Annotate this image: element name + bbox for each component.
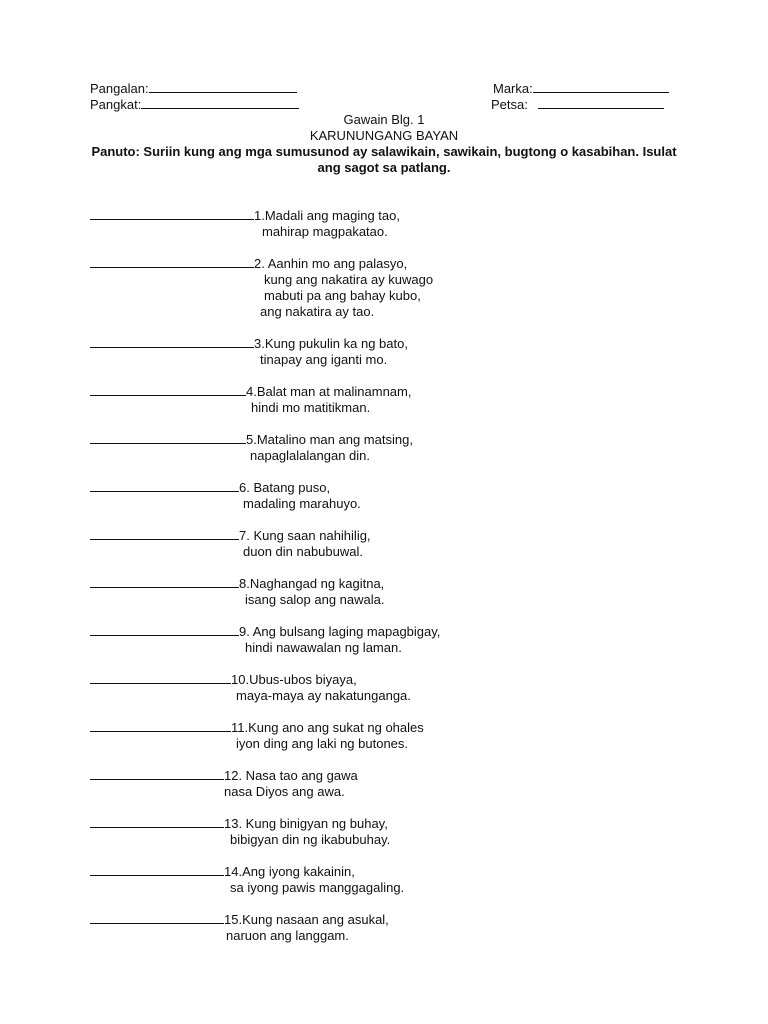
- proverb-first-line: [90, 815, 390, 832]
- proverb-text: 1.Madali ang maging tao,: [254, 208, 400, 223]
- score-field: [493, 80, 669, 97]
- proverb-first-line: [90, 671, 411, 688]
- proverb-first-line: [90, 479, 361, 496]
- answer-blank[interactable]: [90, 623, 239, 636]
- proverb-first-line: [90, 383, 411, 400]
- instructions-line-2: ang sagot sa patlang.: [317, 160, 451, 175]
- proverb-first-line: [90, 863, 404, 880]
- proverb-continuation: duon din nabubuwal.: [243, 544, 363, 559]
- answer-blank[interactable]: [90, 815, 224, 828]
- proverb-item: [90, 719, 424, 752]
- score-blank[interactable]: [533, 80, 669, 93]
- proverb-continuation: sa iyong pawis manggagaling.: [230, 880, 405, 895]
- proverb-text: 9. Ang bulsang laging mapagbigay,: [239, 624, 441, 639]
- proverb-text: 14.Ang iyong kakainin,: [224, 864, 355, 879]
- proverb-continuation: iyon ding ang laki ng butones.: [236, 736, 409, 751]
- answer-blank[interactable]: [90, 671, 231, 684]
- proverb-continuation: napaglalalangan din.: [250, 448, 370, 463]
- proverb-continuation: hindi nawawalan ng laman.: [245, 640, 402, 655]
- proverb-item: [90, 255, 433, 320]
- proverb-item: [90, 207, 400, 240]
- answer-blank[interactable]: [90, 383, 246, 396]
- date-field: [491, 96, 664, 113]
- answer-blank[interactable]: [90, 527, 239, 540]
- name-label: Pangalan:: [90, 81, 149, 96]
- topic-title: KARUNUNGANG BAYAN: [309, 128, 459, 143]
- answer-blank[interactable]: [90, 335, 254, 348]
- activity-number: Gawain Blg. 1: [343, 112, 425, 127]
- proverb-item: [90, 431, 413, 464]
- proverb-first-line: [90, 335, 408, 352]
- proverb-continuation: hindi mo matitikman.: [251, 400, 371, 415]
- proverb-continuation: maya-maya ay nakatunganga.: [236, 688, 411, 703]
- proverb-text: 6. Batang puso,: [239, 480, 331, 495]
- proverb-continuation: kung ang nakatira ay kuwago: [264, 272, 434, 287]
- proverb-first-line: [90, 623, 440, 640]
- proverb-continuation: naruon ang langgam.: [226, 928, 349, 943]
- proverb-continuation: mabuti pa ang bahay kubo,: [264, 288, 421, 303]
- proverb-text: 13. Kung binigyan ng buhay,: [224, 816, 388, 831]
- proverb-continuation: mahirap magpakatao.: [262, 224, 388, 239]
- proverb-first-line: [90, 719, 424, 736]
- proverb-text: 11.Kung ano ang sukat ng ohales: [231, 720, 424, 735]
- proverb-first-line: [90, 255, 433, 272]
- proverb-text: 10.Ubus-ubos biyaya,: [231, 672, 357, 687]
- name-blank[interactable]: [149, 80, 297, 93]
- proverb-first-line: [90, 207, 400, 224]
- score-label: Marka:: [493, 81, 533, 96]
- proverb-text: 7. Kung saan nahihilig,: [239, 528, 371, 543]
- answer-blank[interactable]: [90, 255, 254, 268]
- group-label: Pangkat:: [90, 97, 142, 112]
- proverb-item: [90, 911, 389, 944]
- group-field: [90, 96, 299, 113]
- proverb-item: [90, 671, 411, 704]
- group-blank[interactable]: [141, 96, 299, 109]
- answer-blank[interactable]: [90, 719, 231, 732]
- answer-blank[interactable]: [90, 863, 224, 876]
- proverb-continuation: isang salop ang nawala.: [245, 592, 385, 607]
- proverb-text: 4.Balat man at malinamnam,: [246, 384, 412, 399]
- answer-blank[interactable]: [90, 479, 239, 492]
- proverb-item: [90, 815, 390, 848]
- answer-blank[interactable]: [90, 575, 239, 588]
- proverb-continuation: bibigyan din ng ikabubuhay.: [230, 832, 391, 847]
- proverb-item: [90, 863, 404, 896]
- proverb-first-line: [90, 575, 385, 592]
- proverb-item: [90, 479, 361, 512]
- proverb-text: 2. Aanhin mo ang palasyo,: [254, 256, 408, 271]
- name-field: [90, 80, 297, 97]
- proverb-text: 15.Kung nasaan ang asukal,: [224, 912, 389, 927]
- proverb-text: 3.Kung pukulin ka ng bato,: [254, 336, 408, 351]
- proverb-item: [90, 623, 440, 656]
- proverb-first-line: [90, 527, 371, 544]
- proverb-item: [90, 767, 358, 800]
- proverb-text: 5.Matalino man ang matsing,: [246, 432, 413, 447]
- proverb-continuation: nasa Diyos ang awa.: [224, 784, 345, 799]
- proverb-item: [90, 575, 385, 608]
- date-label: Petsa:: [491, 97, 528, 112]
- answer-blank[interactable]: [90, 767, 224, 780]
- proverb-first-line: [90, 767, 358, 784]
- proverb-continuation: tinapay ang iganti mo.: [260, 352, 388, 367]
- proverb-item: [90, 335, 408, 368]
- proverb-text: 8.Naghangad ng kagitna,: [239, 576, 385, 591]
- proverb-continuation: madaling marahuyo.: [243, 496, 361, 511]
- proverb-first-line: [90, 431, 413, 448]
- answer-blank[interactable]: [90, 207, 254, 220]
- proverb-item: [90, 383, 411, 416]
- answer-blank[interactable]: [90, 431, 246, 444]
- proverb-item: [90, 527, 371, 560]
- proverb-continuation: ang nakatira ay tao.: [260, 304, 375, 319]
- proverb-text: 12. Nasa tao ang gawa: [224, 768, 358, 783]
- proverb-first-line: [90, 911, 389, 928]
- instructions-line-1: Panuto: Suriin kung ang mga sumusunod ay salawikain, sawikain, bugtong o kasabihan. Isulat: [91, 144, 677, 159]
- date-blank[interactable]: [538, 96, 664, 109]
- answer-blank[interactable]: [90, 911, 224, 924]
